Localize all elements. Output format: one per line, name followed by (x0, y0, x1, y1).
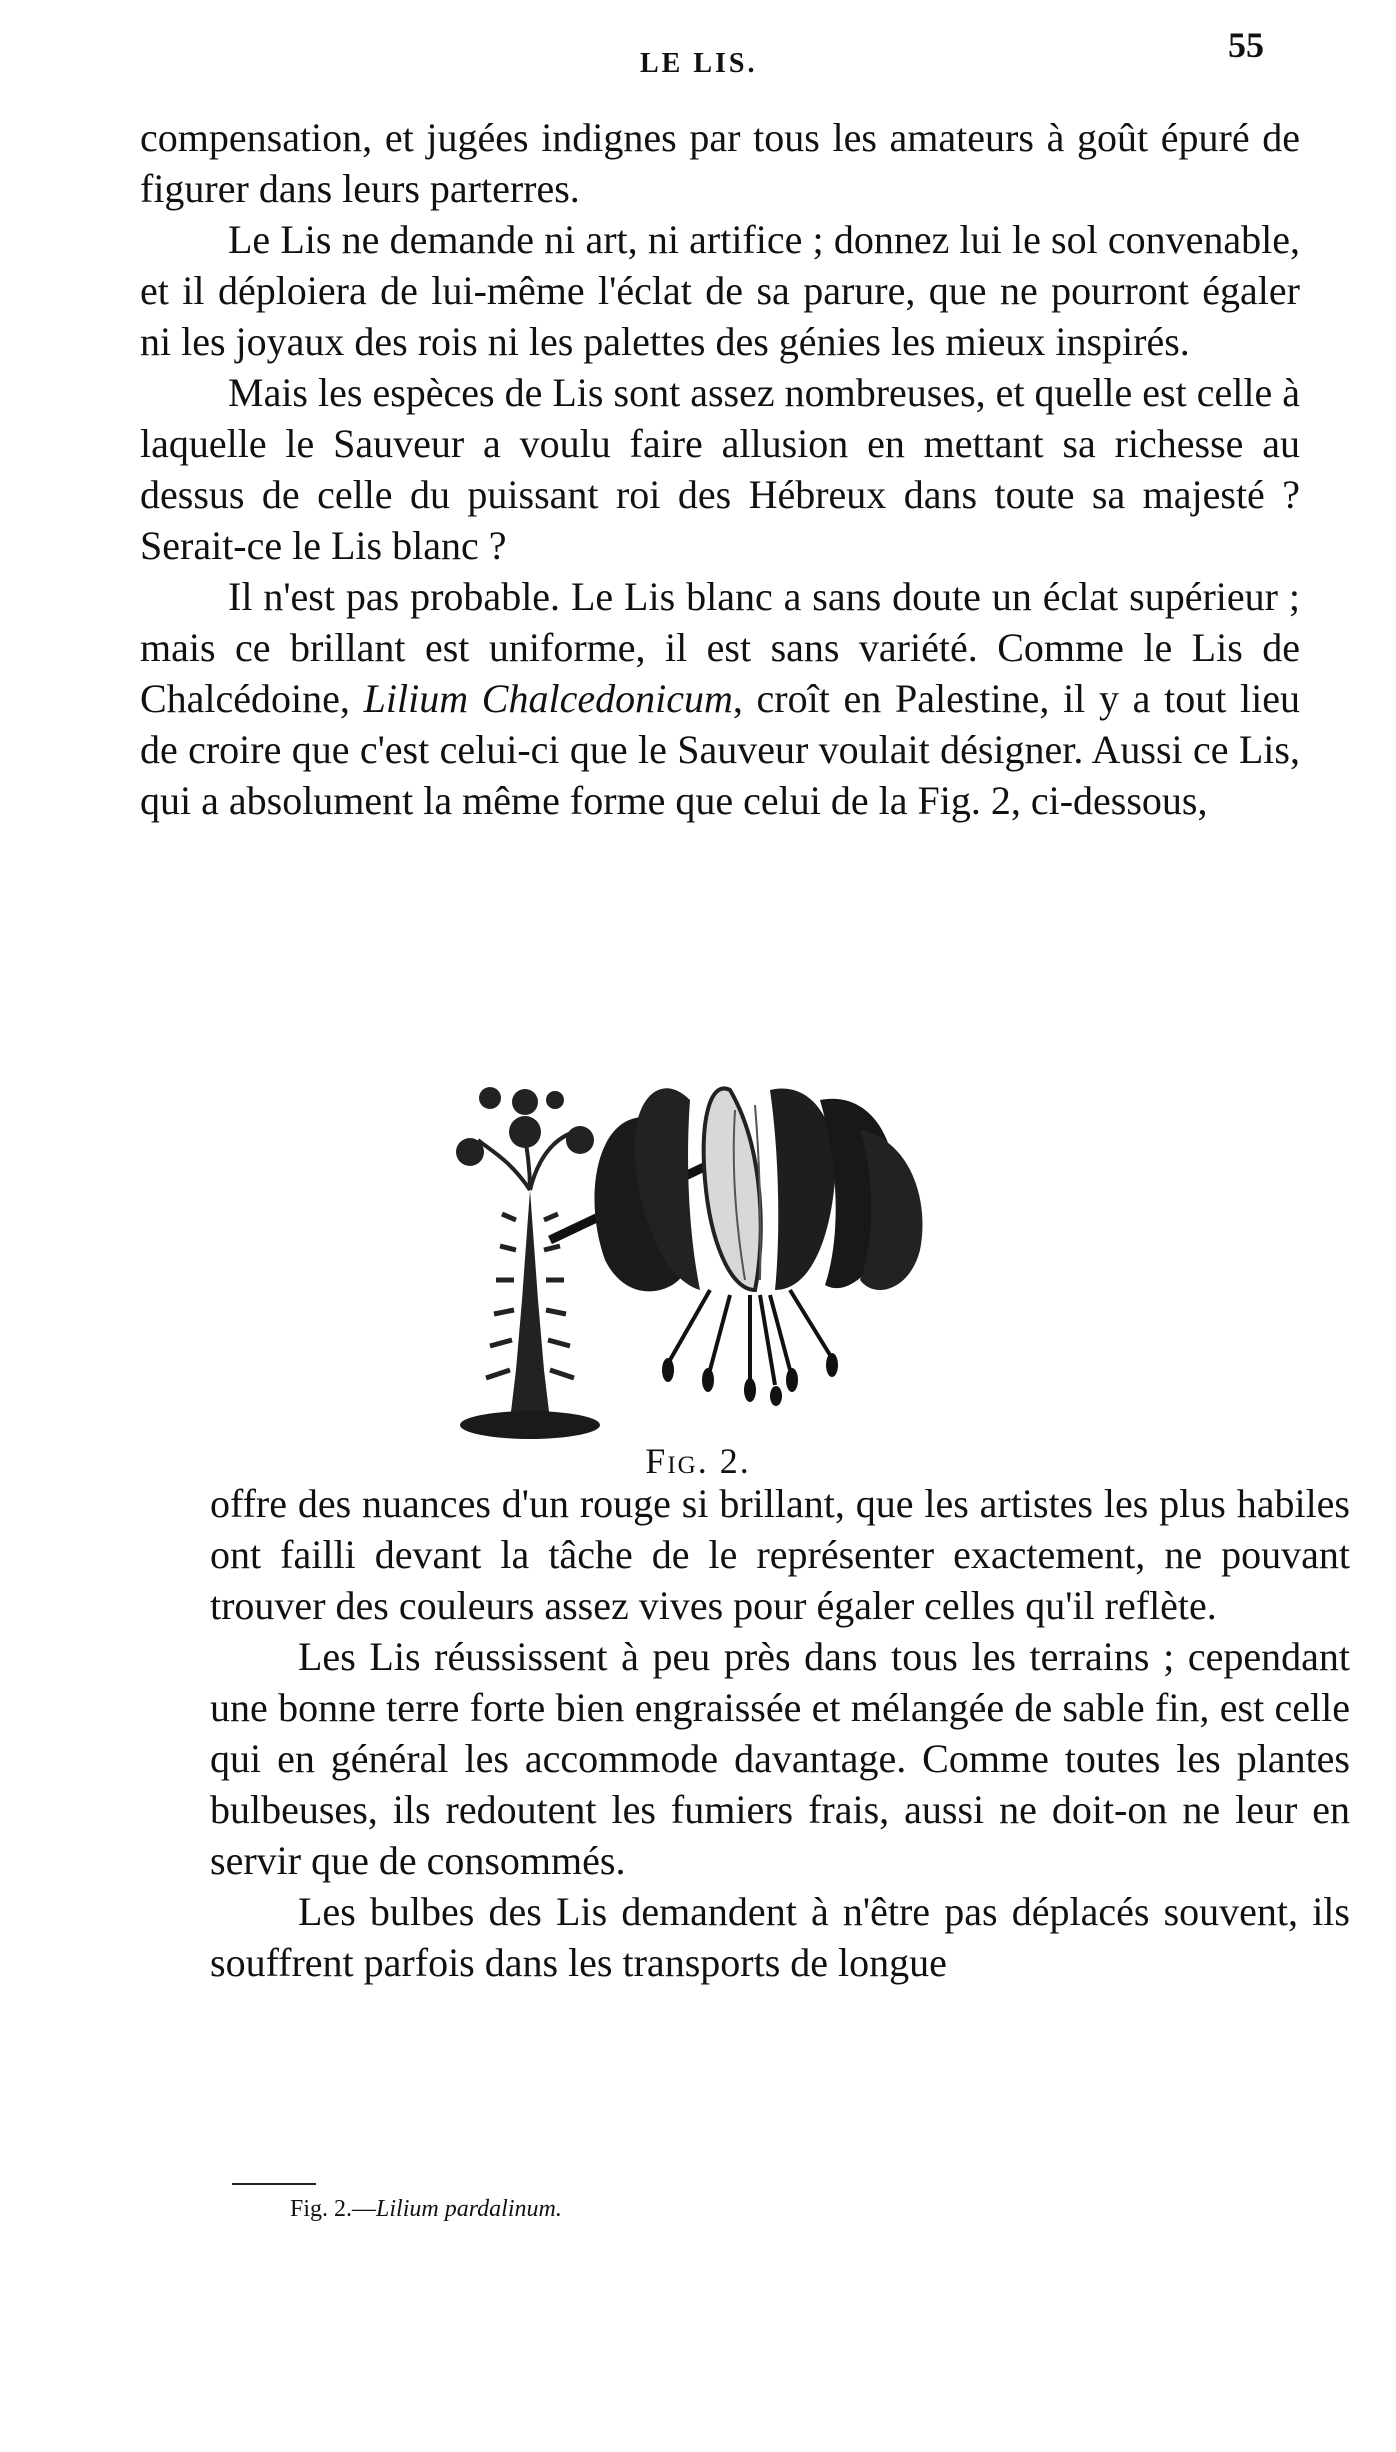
footnote-label: Fig. 2.— (290, 2196, 377, 2222)
lily-illustration (430, 1040, 1070, 1460)
paragraph-6: Les Lis réussissent à peu près dans tous les terrains ; cependant une bonne terre forte bien engraissée et mélangée de sable fin, est celle qui en général les accommode davantage. Comme toutes les plantes bulbeuses, ils redoutent les fumiers frais, aussi ne doit-on ne leur en servir que de consommés. (210, 1634, 1350, 1883)
page-number: 55 (1228, 25, 1264, 65)
plant-silhouette-icon (456, 1087, 600, 1439)
running-title: LE LIS. (640, 48, 758, 79)
text-block-top (140, 112, 1300, 826)
paragraph-2: Le Lis ne demande ni art, ni artifice ; donnez lui le sol convenable, et il déploiera de lui-même l'éclat de sa parure, que ne pourront égaler ni les joyaux des rois ni les palettes des génies les mieux inspirés. (140, 217, 1300, 364)
paragraph-7: Les bulbes des Lis demandent à n'être pas déplacés souvent, ils souffrent parfois dans les transports de longue (210, 1889, 1350, 1985)
paragraph-4 (140, 571, 1300, 826)
latin-name-chalcedonicum: Lilium Chalcedonicum (363, 676, 733, 721)
paragraph-3: Mais les espèces de Lis sont assez nombreuses, et quelle est celle à laquelle le Sauveur a voulu faire allusion en mettant sa richesse au dessus de celle du puissant roi des Hébreux dans toute sa majesté ? Serait-ce le Lis blanc ? (140, 370, 1300, 568)
lily-flower-icon (550, 1088, 923, 1406)
figure-caption: Fig. 2. (645, 1441, 751, 1481)
paragraph-1: compensation, et jugées indignes par tous les amateurs à goût épuré de figurer dans leurs parterres. (140, 115, 1300, 211)
lily-engraving-icon (430, 1040, 1070, 1460)
footnote-divider (232, 2183, 316, 2185)
paragraph-4-text-a: Il n'est pas probable. Le Lis blanc a sans doute un éclat supérieur ; mais ce brillant est uniforme, il est sans variété. Comme le Lis de Chalcédoine, (140, 574, 1300, 721)
text-block-bottom (210, 1478, 1350, 1988)
footnote (290, 2196, 562, 2223)
paragraph-5: offre des nuances d'un rouge si brillant, que les artistes les plus habiles ont failli devant la tâche de le représenter exactement, ne pouvant trouver des couleurs assez vives pour égaler celles qu'il reflète. (210, 1481, 1350, 1628)
paragraph-4-text-b: , croît en Palestine, il y a tout lieu de croire que c'est celui-ci que le Sauveur voulait désigner. Aussi ce Lis, qui a absolument la même forme que celui de la Fig. 2, ci-dessous, (140, 676, 1301, 823)
footnote-latin-name: Lilium pardalinum. (376, 2196, 562, 2222)
